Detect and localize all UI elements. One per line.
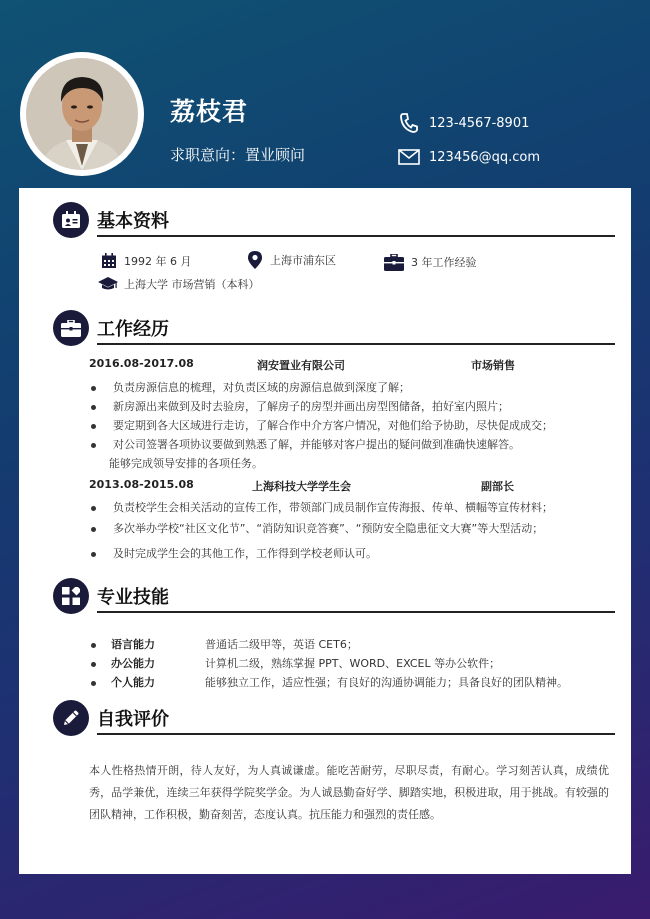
section-divider xyxy=(97,733,615,735)
section-divider xyxy=(97,611,615,613)
birth-info xyxy=(100,252,191,270)
skill-label: 个人能力 xyxy=(111,676,155,689)
email-contact xyxy=(397,146,540,168)
candidate-name: 荔枝君 xyxy=(170,97,249,126)
avatar xyxy=(20,52,144,176)
apps-icon xyxy=(53,578,89,614)
skill-value: 普通话二级甲等，英语 CET6； xyxy=(205,638,358,651)
list-item: 多次举办学校“社区文化节”、“消防知识竞答赛”、“预防安全隐患征文大赛”等大型活动； xyxy=(89,519,553,538)
job-duties xyxy=(89,498,553,563)
location-text: 上海市浦东区 xyxy=(270,254,336,267)
birth-date: 1992 年 6 月 xyxy=(124,255,192,268)
location-pin-icon xyxy=(246,251,264,269)
job-duties xyxy=(89,378,553,473)
briefcase-icon xyxy=(53,310,89,346)
job-company: 润安置业有限公司 xyxy=(257,359,345,372)
section-skills xyxy=(53,578,615,614)
skill-value: 计算机二级，熟练掌握 PPT、WORD、EXCEL 等办公软件； xyxy=(205,657,501,670)
job-period: 2013.08-2015.08 xyxy=(89,478,194,491)
phone-contact xyxy=(397,112,529,134)
section-title: 基本资料 xyxy=(97,211,169,232)
resume-body xyxy=(19,188,631,874)
section-self-evaluation xyxy=(53,700,615,736)
pen-icon xyxy=(53,700,89,736)
self-evaluation-text: 本人性格热情开朗，待人友好，为人真诚谦虚。能吃苦耐劳，尽职尽责，有耐心。学习刻苦认真，成绩优秀，品学兼优，连续三年获得学院奖学金。为人诚恳勤奋好学、脚踏实地，积极进取，用于挑战。有较强的团队精神，工作积极，勤奋刻苦，态度认真。抗压能力和强烈的责任感。 xyxy=(89,764,609,821)
job-role: 副部长 xyxy=(481,480,514,493)
list-item: 对公司签署各项协议要做到熟悉了解，并能够对客户提出的疑问做到准确快速解答。 xyxy=(89,435,553,454)
job-intent: 求职意向：置业顾问 xyxy=(170,146,306,164)
experience-text: 3 年工作经验 xyxy=(411,256,477,269)
email-address[interactable]: 123456@qq.com xyxy=(429,149,541,165)
skill-value: 能够独立工作，适应性强；有良好的沟通协调能力；具备良好的团队精神。 xyxy=(205,676,568,689)
mail-icon xyxy=(397,146,421,168)
section-work-experience xyxy=(53,310,615,346)
location-info xyxy=(246,251,336,269)
section-title: 工作经历 xyxy=(97,319,169,340)
id-card-icon xyxy=(53,202,89,238)
job-role: 市场销售 xyxy=(471,359,515,372)
list-item: 及时完成学生会的其他工作，工作得到学校老师认可。 xyxy=(89,544,553,563)
job-company: 上海科技大学学生会 xyxy=(252,480,351,493)
list-item: 负责房源信息的梳理，对负责区域的房源信息做到深度了解； xyxy=(89,378,553,397)
list-item: 新房源出来做到及时去验房，了解房子的房型并画出房型图储备，拍好室内照片； xyxy=(89,397,553,416)
experience-info xyxy=(383,253,477,271)
resume-header xyxy=(0,0,650,190)
education-info xyxy=(98,275,260,293)
list-item: 要定期到各大区域进行走访，了解合作中介方客户情况，对他们给予协助，尽快促成成交； xyxy=(89,416,553,435)
phone-icon xyxy=(397,112,421,134)
profile-photo xyxy=(26,58,138,170)
list-item: 负责校学生会相关活动的宣传工作，带领部门成员制作宣传海报、传单、横幅等宣传材料； xyxy=(89,498,553,517)
briefcase-icon xyxy=(383,253,405,271)
section-divider xyxy=(97,343,615,345)
section-divider xyxy=(97,235,615,237)
skill-label: 语言能力 xyxy=(111,638,155,651)
phone-number[interactable]: 123-4567-8901 xyxy=(429,115,530,131)
list-item-continuation: 能够完成领导安排的各项任务。 xyxy=(109,457,263,470)
section-title: 专业技能 xyxy=(97,587,169,608)
job-period: 2016.08-2017.08 xyxy=(89,357,194,370)
section-basic-info xyxy=(53,202,615,238)
skill-label: 办公能力 xyxy=(111,657,155,670)
education-text: 上海大学 市场营销（本科） xyxy=(124,278,260,291)
calendar-icon xyxy=(100,252,118,270)
section-title: 自我评价 xyxy=(97,709,169,730)
graduation-cap-icon xyxy=(98,275,118,293)
